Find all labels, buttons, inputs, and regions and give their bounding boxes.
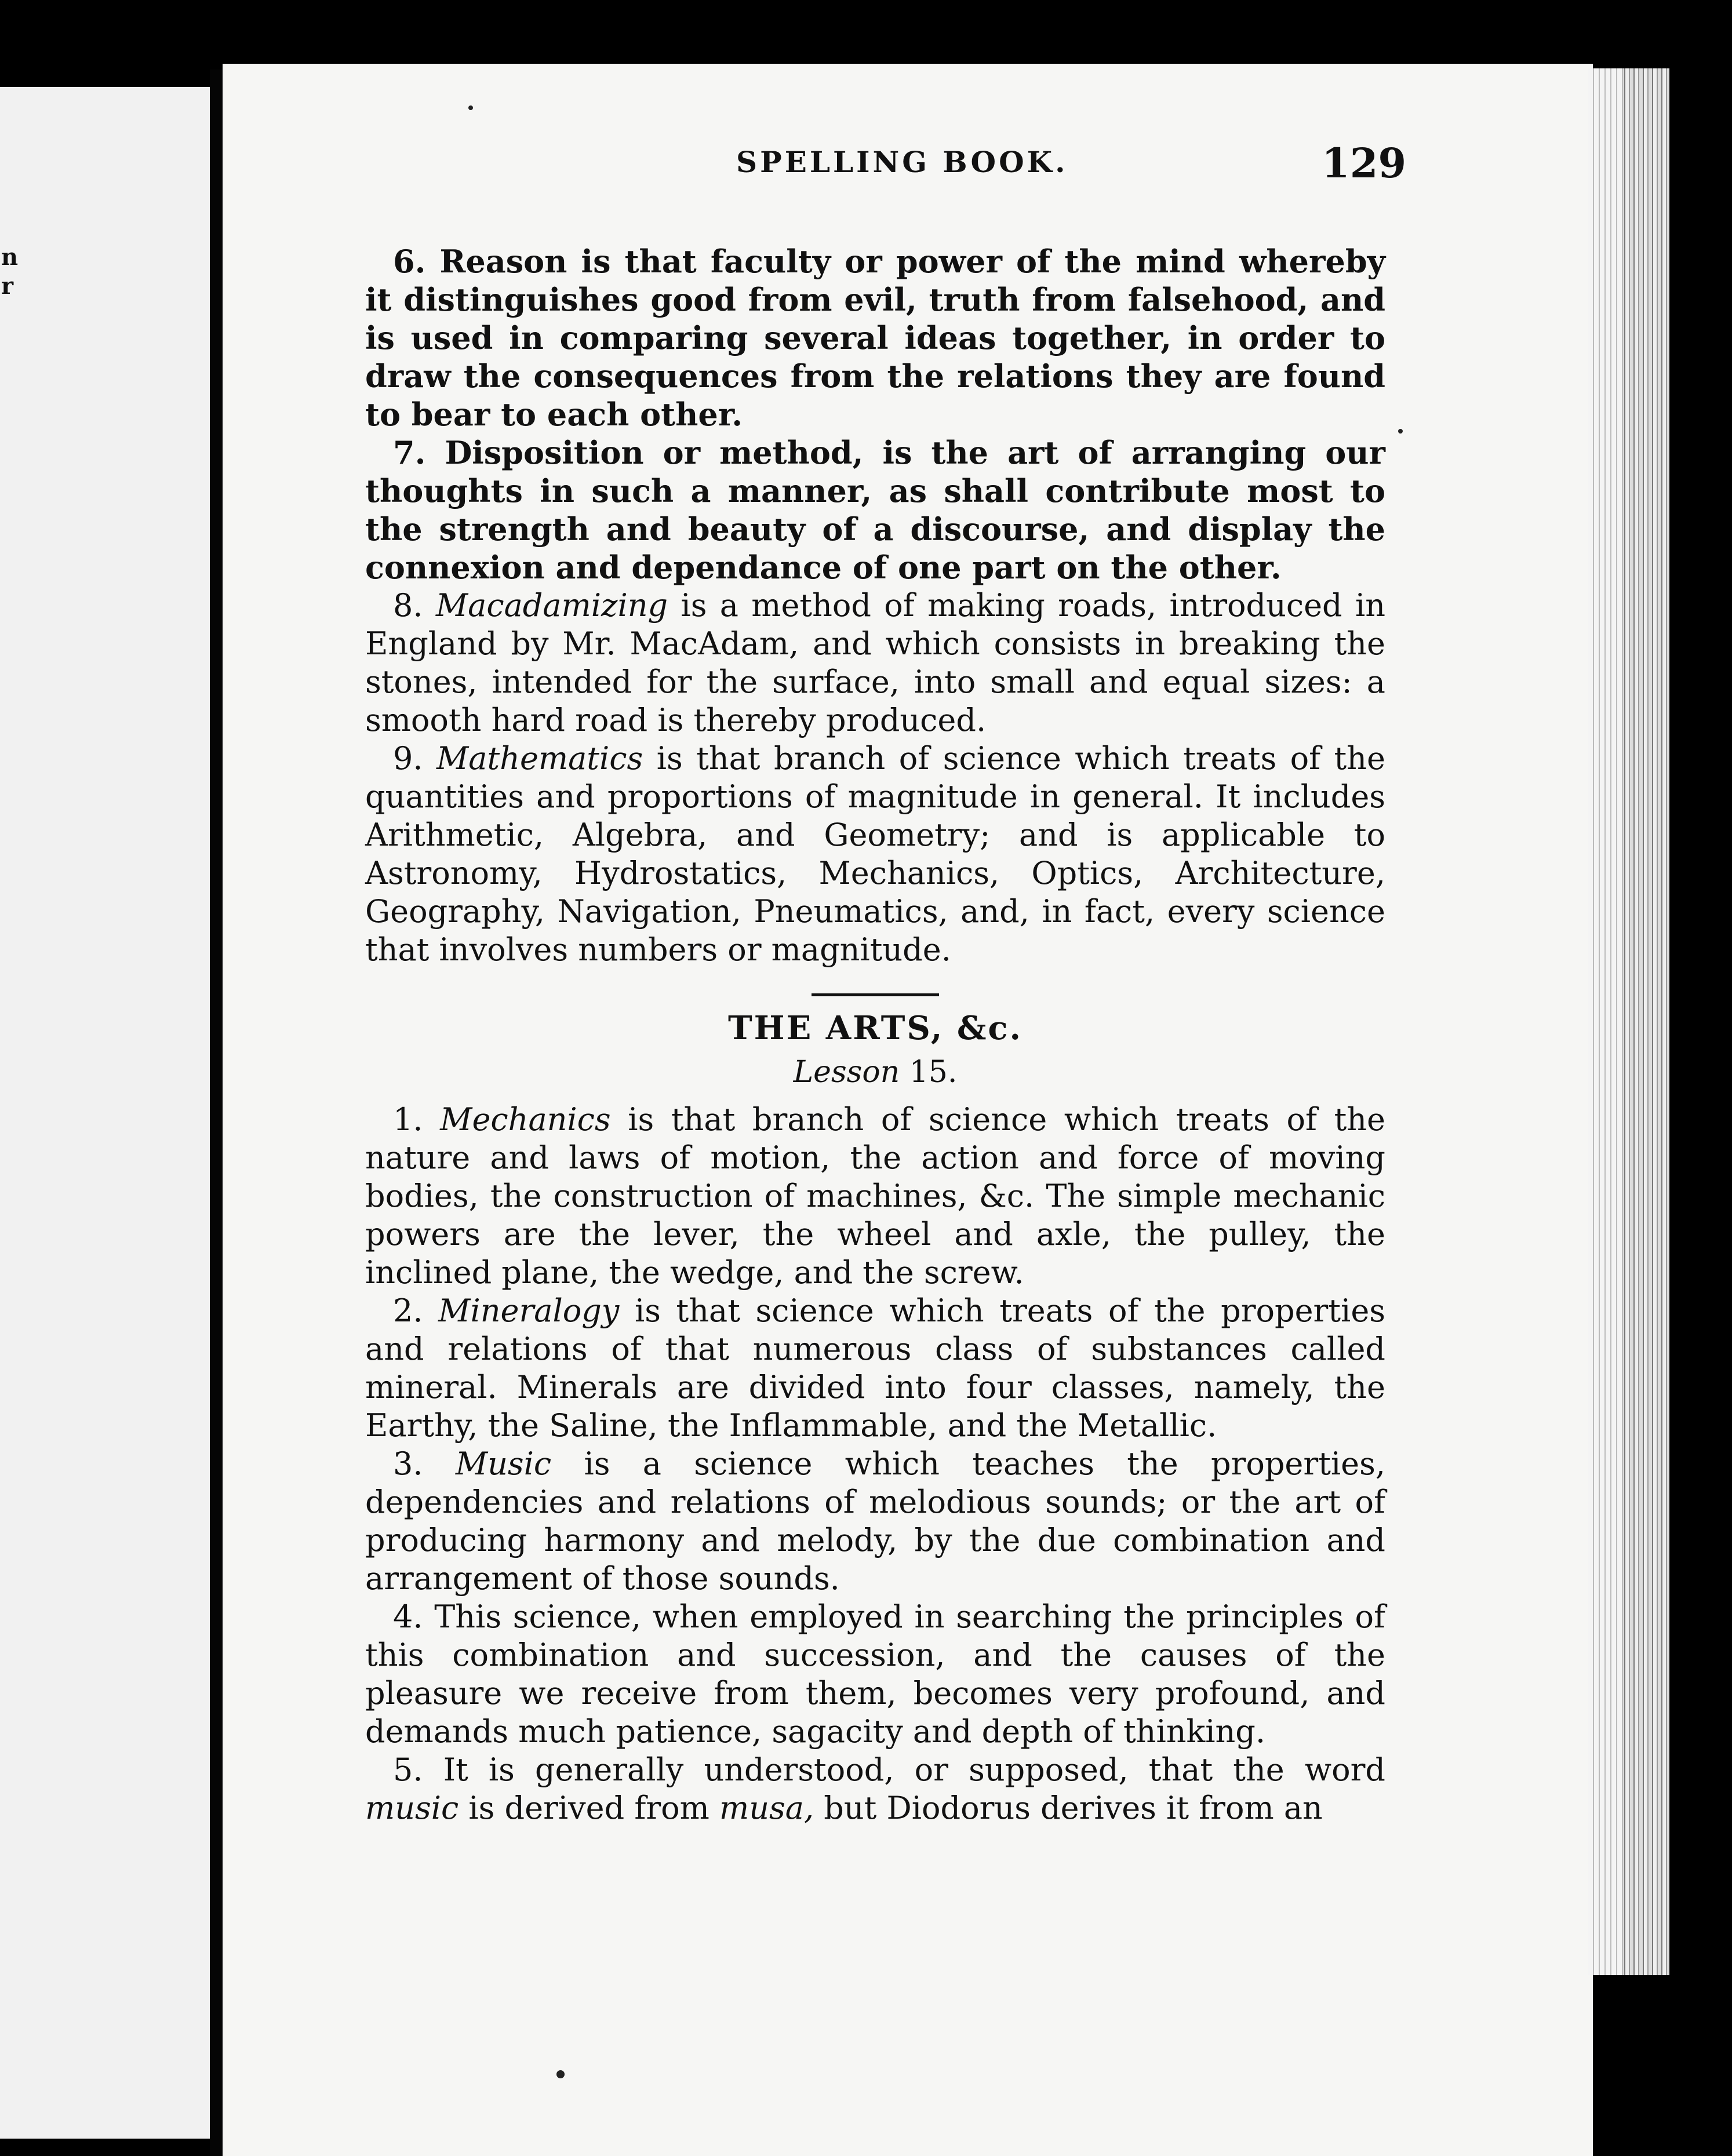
paragraph-text: This science, when employed in searching the principles of this combination and succession, and the causes of the pleasure we receive from them, becomes very profound, and demands much patience, sagacity and depth of thinking. [365, 1598, 1386, 1750]
paragraph-text: is a science which teaches the properties, dependencies and relations of melodious sounds; or the art of producing harmony and melody, by the due combination and arrangement of those sounds. [365, 1445, 1386, 1597]
section-divider [812, 993, 939, 996]
left-margin-letter: r [1, 272, 14, 300]
italic-word: music [365, 1790, 459, 1826]
paragraph-number: 9. [393, 740, 423, 777]
lesson-word: Lesson [793, 1055, 900, 1090]
defined-term: Mathematics [436, 740, 643, 777]
paragraph-number: 2. [393, 1292, 423, 1329]
paragraph-text: is that science which treats of the properties and relations of that numerous class of substances called mineral. Minerals are divided into four classes, namely, the Earthy, the Saline, the Inflammable, and the Metallic. [365, 1292, 1385, 1444]
paragraph-text: is derived from [468, 1790, 709, 1826]
page-number: 129 [1322, 139, 1407, 187]
print-speck [1398, 429, 1403, 434]
print-speck [468, 105, 473, 110]
paragraph-number: 7. [393, 434, 426, 471]
paragraph-8 [365, 587, 1385, 740]
print-speck [556, 2070, 565, 2078]
paragraph-9 [365, 740, 1385, 969]
lesson-paragraph-3 [365, 1445, 1385, 1598]
paragraph-number: 3. [393, 1445, 423, 1482]
paragraph-text: is that branch of science which treats of the quantities and proportions of magnitude in general. It includes Arithmetic, Algebra, and Geometry; and is applicable to Astronomy, Hydrostatics, Mechanics, Optics, Architecture, Geography, Navigation, Pneumatics, and, in fact, every science that involves numbers or magnitude. [365, 740, 1385, 968]
paragraph-number: 5. [393, 1751, 423, 1788]
paragraph-7 [365, 434, 1385, 587]
page-edges-inner [1588, 68, 1623, 1975]
defined-term: Mechanics [440, 1101, 611, 1138]
lesson-paragraph-2 [365, 1292, 1385, 1445]
body-text [365, 242, 1385, 1827]
paragraph-text: is a method of making roads, introduced in England by Mr. MacAdam, and which consists in breaking the stones, intended for the surface, into small and equal sizes: a smooth hard road is thereby produced. [365, 587, 1385, 738]
running-header: SPELLING BOOK. [736, 145, 1068, 179]
defined-term: Macadamizing [435, 587, 668, 624]
paragraph-text: Disposition or method, is the art of arranging our thoughts in such a manner, as shall contribute most to the strength and beauty of a discourse, and display the connexion and dependance of one part on the other. [365, 434, 1385, 586]
paragraph-text: is that branch of science which treats of the nature and laws of motion, the action and force of moving bodies, the construction of machines, &c. The simple mechanic powers are the lever, the wheel and axle, the pulley, the inclined plane, the wedge, and the screw. [365, 1101, 1386, 1291]
paragraph-number: 4. [393, 1598, 423, 1635]
paragraph-number: 1. [393, 1101, 423, 1138]
lesson-paragraph-4 [365, 1598, 1385, 1751]
paragraph-number: 6. [393, 243, 426, 280]
lesson-number: 15. [909, 1055, 958, 1090]
lesson-paragraph-5 [365, 1751, 1385, 1827]
section-title: THE ARTS, &c. [727, 1009, 1023, 1047]
paragraph-6 [365, 242, 1385, 434]
left-page-fragment [0, 87, 216, 2139]
left-margin-letter: n [1, 243, 19, 271]
paragraph-text: Reason is that faculty or power of the mind whereby it distinguishes good from evil, truth from falsehood, and is used in comparing several ideas together, in order to draw the consequences from the relations they are found to bear to each other. [365, 243, 1385, 433]
paragraph-number: 8. [393, 587, 423, 624]
defined-term: Mineralogy [438, 1292, 620, 1329]
paragraph-text: but Diodorus derives it from an [824, 1790, 1323, 1826]
lesson-heading [365, 1053, 1385, 1091]
book-gutter [210, 70, 224, 2156]
paragraph-text: It is generally understood, or supposed, that the word [443, 1751, 1386, 1788]
defined-term: Music [455, 1445, 552, 1482]
lesson-paragraph-1 [365, 1101, 1385, 1292]
italic-word: musa, [719, 1790, 814, 1826]
